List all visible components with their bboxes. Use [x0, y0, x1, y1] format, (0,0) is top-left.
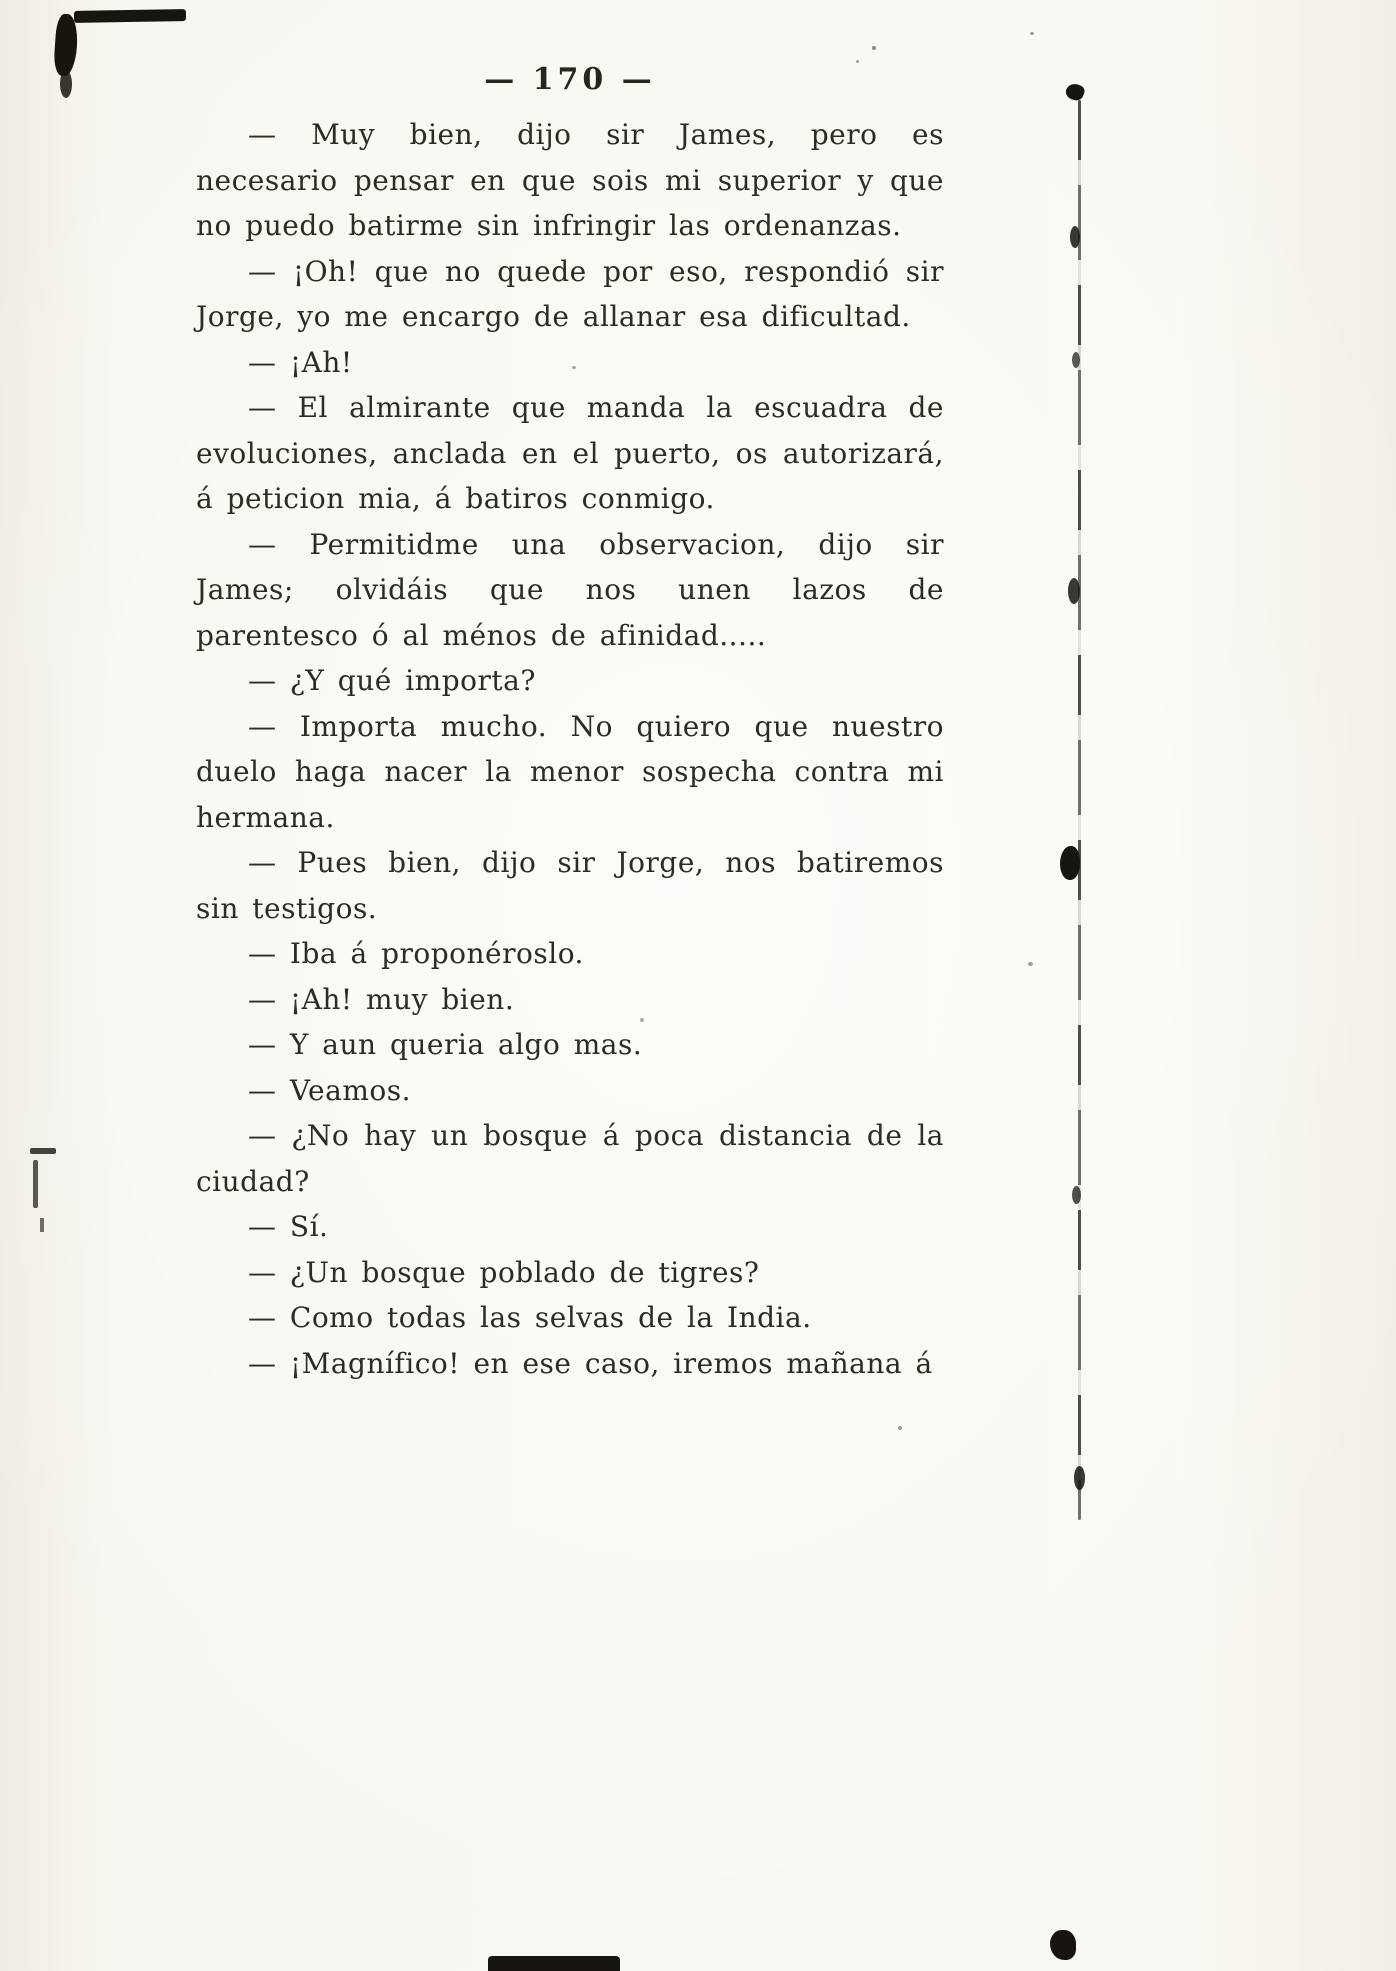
paragraph: — Pues bien, dijo sir Jorge, nos batiremos sin testigos. — [196, 846, 944, 925]
scan-artifact — [1030, 32, 1034, 35]
scan-artifact — [898, 1426, 902, 1430]
paragraph: — ¡Magnífico! en ese caso, iremos mañana á — [248, 1346, 933, 1380]
page-number: — 170 — — [484, 62, 656, 97]
paragraph: — Muy bien, dijo sir James, pero es necesario pensar en que sois mi superior y que no puedo batirme sin infringir las ordenanzas. — [196, 118, 944, 242]
scan-artifact — [74, 9, 186, 23]
paragraph: — Sí. — [248, 1210, 329, 1243]
paragraph: — Y aun queria algo mas. — [248, 1028, 643, 1061]
scan-artifact — [60, 70, 72, 98]
paragraph: — ¿Un bosque poblado de tigres? — [248, 1255, 760, 1289]
paragraph: — Como todas las selvas de la India. — [248, 1301, 812, 1334]
scan-artifact — [30, 1148, 56, 1154]
scan-artifact — [1050, 1930, 1076, 1960]
paragraph: — ¿Y qué importa? — [248, 664, 536, 697]
scan-artifact — [1072, 352, 1080, 368]
paragraph: — Veamos. — [248, 1073, 411, 1107]
paragraph: — Importa mucho. No quiero que nuestro duelo haga nacer la menor sospecha contra mi hermana. — [196, 709, 944, 834]
paragraph: — ¡Ah! — [248, 345, 353, 379]
scan-artifact — [1078, 100, 1081, 1520]
scan-artifact — [856, 60, 859, 63]
scan-artifact — [872, 46, 876, 50]
scan-artifact — [1068, 578, 1080, 604]
paragraph: — Permitidme una observacion, dijo sir James; olvidáis que nos unen lazos de parentesco ó al ménos de afinidad..... — [196, 527, 944, 652]
scan-artifact — [40, 1218, 44, 1232]
paragraph: — ¿No hay un bosque á poca distancia de la ciudad? — [196, 1119, 944, 1198]
text-block — [196, 112, 944, 1386]
paragraph: — ¡Ah! muy bien. — [248, 982, 515, 1016]
scan-artifact — [1028, 962, 1033, 966]
scan-artifact — [1072, 1186, 1081, 1204]
paragraph: — ¡Oh! que no quede por eso, respondió sir Jorge, yo me encargo de allanar esa dificultad. — [196, 254, 944, 333]
scan-artifact — [1060, 846, 1080, 880]
scan-artifact — [640, 1018, 644, 1022]
scan-artifact — [33, 1160, 38, 1208]
scan-artifact — [1074, 1466, 1085, 1490]
scan-artifact — [572, 366, 576, 369]
paragraph: — El almirante que manda la escuadra de evoluciones, anclada en el puerto, os autorizará, á peticion mia, á batiros conmigo. — [196, 391, 944, 515]
paragraph: — Iba á proponéroslo. — [248, 937, 584, 970]
scan-artifact — [1070, 226, 1080, 248]
scan-artifact — [488, 1956, 620, 1971]
